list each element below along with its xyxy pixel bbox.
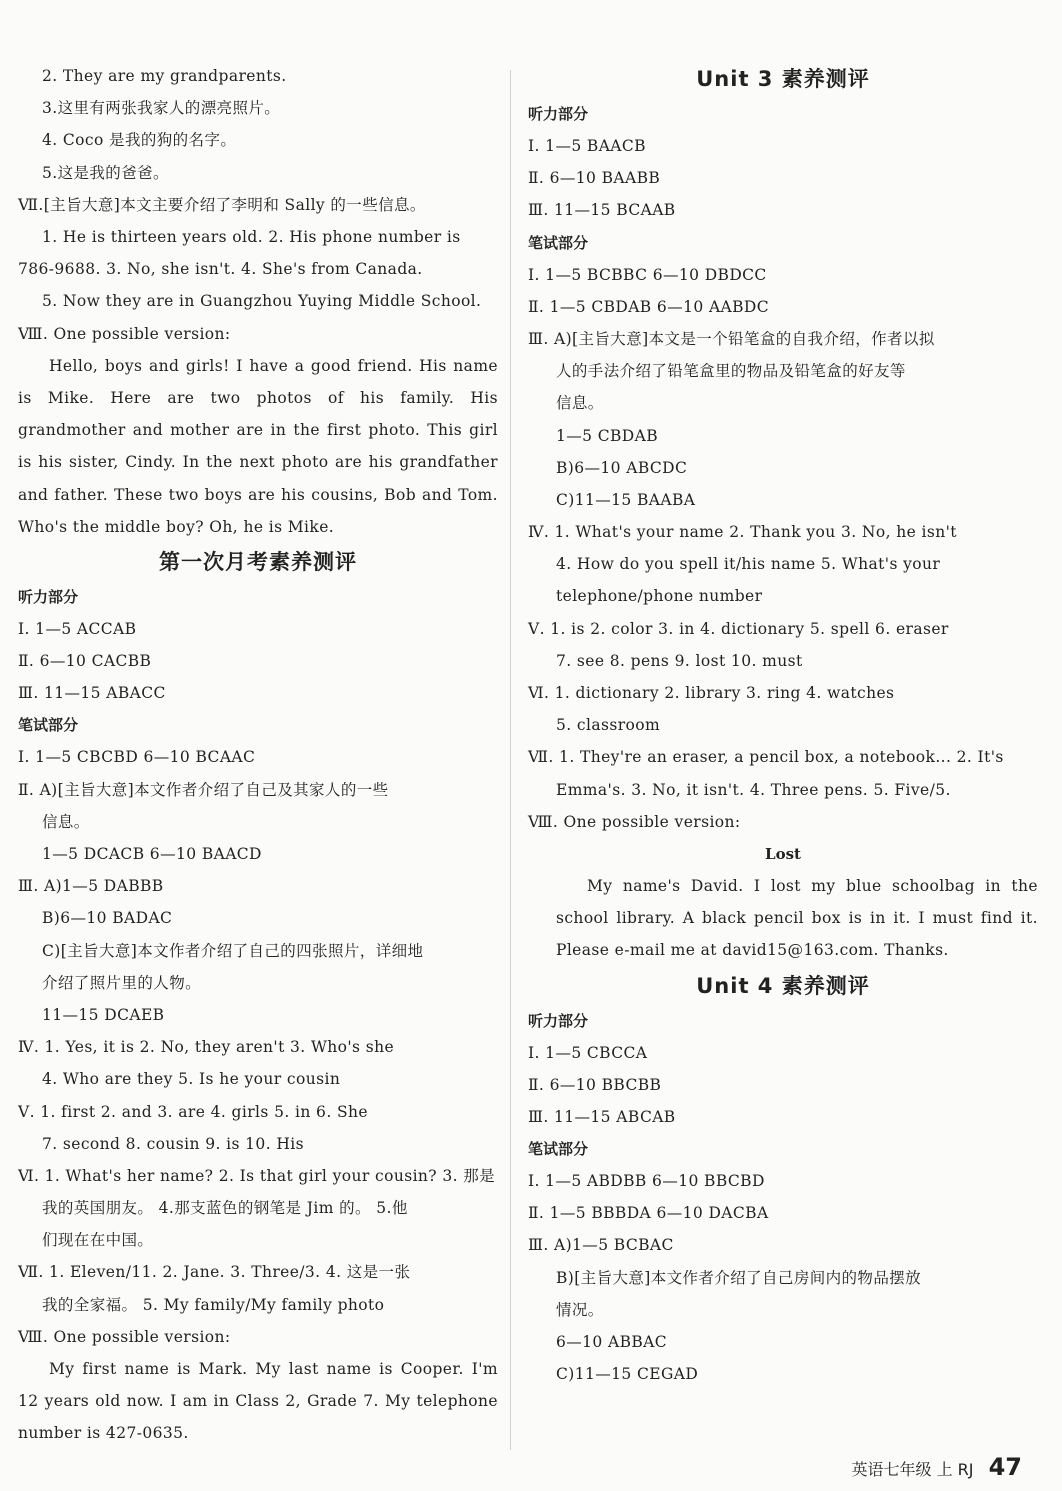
answer-line: B)6—10 ABCDC bbox=[556, 458, 688, 477]
subsection-heading: 听力部分 bbox=[18, 587, 79, 606]
answer-line: Ⅲ. 11—15 BCAAB bbox=[528, 201, 676, 220]
answer-paragraph: My first name is Mark. My last name is Cooper. I'm 12 years old now. I am in Class 2, Grade 7. My telephone number is 427-0635. bbox=[18, 1360, 498, 1443]
answer-line: Ⅲ. 11—15 ABACC bbox=[18, 684, 166, 703]
right-column bbox=[528, 60, 1038, 1390]
answer-line: C)[主旨大意]本文作者介绍了自己的四张照片，详细地 bbox=[42, 941, 424, 960]
answer-line: 4. Who are they 5. Is he your cousin bbox=[42, 1070, 341, 1089]
answer-line: C)11—15 BAABA bbox=[556, 490, 696, 509]
answer-line: Ⅳ. 1. Yes, it is 2. No, they aren't 3. Who's she bbox=[18, 1038, 395, 1057]
answer-line: Ⅵ. 1. dictionary 2. library 3. ring 4. watches bbox=[528, 684, 895, 702]
answer-line: Ⅳ. 1. What's your name 2. Thank you 3. No, he isn't bbox=[528, 523, 957, 542]
section-title: Unit 3 素养测评 bbox=[696, 67, 870, 91]
answer-line: Ⅰ. 1—5 BAACB bbox=[528, 137, 646, 155]
answer-line: Ⅴ. 1. first 2. and 3. are 4. girls 5. in 6. She bbox=[18, 1102, 368, 1121]
answer-line: Ⅱ. A)[主旨大意]本文作者介绍了自己及其家人的一些 bbox=[18, 780, 389, 799]
answer-paragraph: My name's David. I lost my blue schoolbag in the school library. A black pencil box is in it. I must find it. Please e-mail me at david15@163.com. Thanks. bbox=[556, 876, 1038, 960]
answer-line: telephone/phone number bbox=[556, 587, 763, 606]
answer-line: Ⅶ. 1. Eleven/11. 2. Jane. 3. Three/3. 4. 这是一张 bbox=[18, 1263, 411, 1282]
answer-line: 6—10 ABBAC bbox=[556, 1333, 668, 1352]
footer-subject: 英语七年级 上 RJ bbox=[851, 1460, 974, 1479]
answer-line: 786-9688. 3. No, she isn't. 4. She's from Canada. bbox=[18, 260, 423, 279]
answer-line: B)6—10 BADAC bbox=[42, 909, 173, 928]
answer-line: C)11—15 CEGAD bbox=[556, 1365, 699, 1384]
answer-line: Ⅲ. A)1—5 DABBB bbox=[18, 877, 164, 896]
answer-line: Ⅱ. 1—5 BBBDA 6—10 DACBA bbox=[528, 1204, 769, 1223]
answer-line: Ⅱ. 6—10 CACBB bbox=[18, 652, 152, 671]
answer-line: Ⅲ. A)1—5 BCBAC bbox=[528, 1236, 674, 1255]
answer-line: Ⅲ. 11—15 ABCAB bbox=[528, 1107, 676, 1126]
answer-line: Ⅰ. 1—5 BCBBC 6—10 DBDCC bbox=[528, 265, 767, 284]
answer-line: B)[主旨大意]本文作者介绍了自己房间内的物品摆放 bbox=[556, 1268, 922, 1287]
answer-line: Ⅰ. 1—5 ACCAB bbox=[18, 619, 137, 638]
letter-title: Lost bbox=[765, 844, 801, 863]
answer-line: 7. second 8. cousin 9. is 10. His bbox=[42, 1134, 304, 1153]
subsection-heading: 听力部分 bbox=[528, 1011, 589, 1030]
answer-line: 我的英国朋友。 4.那支蓝色的钢笔是 Jim 的。 5.他 bbox=[42, 1199, 408, 1218]
page-footer bbox=[851, 1453, 1022, 1481]
answer-line: Ⅴ. 1. is 2. color 3. in 4. dictionary 5. spell 6. eraser bbox=[528, 619, 949, 638]
subsection-heading: 听力部分 bbox=[528, 105, 589, 123]
answer-line: Ⅷ. One possible version: bbox=[18, 324, 231, 343]
answer-line: 情况。 bbox=[556, 1300, 604, 1319]
answer-line: 5. classroom bbox=[556, 716, 661, 735]
section-title: Unit 4 素养测评 bbox=[696, 973, 870, 998]
column-divider bbox=[510, 70, 511, 1450]
answer-line: 11—15 DCAEB bbox=[42, 1005, 165, 1024]
left-column bbox=[18, 60, 498, 1450]
answer-line: 介绍了照片里的人物。 bbox=[42, 973, 202, 992]
answer-line: Ⅶ. 1. They're an eraser, a pencil box, a notebook... 2. It's bbox=[528, 748, 1004, 767]
section-title: 第一次月考素养测评 bbox=[159, 549, 357, 574]
answer-line: 人的手法介绍了铅笔盒里的物品及铅笔盒的好友等 bbox=[556, 362, 906, 381]
page-number: 47 bbox=[988, 1453, 1022, 1481]
answer-line: 1. He is thirteen years old. 2. His phone number is bbox=[42, 227, 461, 246]
answer-line: Ⅰ. 1—5 CBCCA bbox=[528, 1043, 648, 1062]
subsection-heading: 笔试部分 bbox=[18, 716, 79, 735]
answer-line: Ⅷ. One possible version: bbox=[18, 1327, 231, 1346]
answer-line: 信息。 bbox=[42, 812, 90, 831]
answer-line: 4. How do you spell it/his name 5. What's your bbox=[556, 555, 941, 574]
answer-line: 5.这是我的爸爸。 bbox=[42, 163, 169, 182]
answer-line: Ⅵ. 1. What's her name? 2. Is that girl your cousin? 3. 那是 bbox=[18, 1166, 496, 1185]
answer-line: 1—5 CBDAB bbox=[556, 426, 659, 445]
answer-line: Ⅱ. 1—5 CBDAB 6—10 AABDC bbox=[528, 297, 770, 316]
answer-line: 信息。 bbox=[556, 394, 604, 413]
answer-line: Ⅰ. 1—5 ABDBB 6—10 BBCBD bbox=[528, 1172, 765, 1191]
answer-line: Ⅲ. A)[主旨大意]本文是一个铅笔盒的自我介绍，作者以拟 bbox=[528, 329, 935, 348]
answer-line: Ⅱ. 6—10 BAABB bbox=[528, 169, 661, 188]
answer-line: 们现在在中国。 bbox=[42, 1231, 154, 1250]
answer-line: Ⅶ.[主旨大意]本文主要介绍了李明和 Sally 的一些信息。 bbox=[18, 195, 426, 214]
answer-line: 1—5 DCACB 6—10 BAACD bbox=[42, 845, 262, 864]
answer-line: Ⅷ. One possible version: bbox=[528, 812, 741, 831]
answer-line: 我的全家福。 5. My family/My family photo bbox=[42, 1295, 385, 1314]
answer-line: 2. They are my grandparents. bbox=[42, 67, 287, 85]
answer-line: 7. see 8. pens 9. lost 10. must bbox=[556, 651, 803, 670]
answer-line: 5. Now they are in Guangzhou Yuying Middle School. bbox=[42, 292, 482, 311]
answer-paragraph: Hello, boys and girls! I have a good friend. His name is Mike. Here are two photos of his family. His grandmother and mother are in the first photo. This girl is his sister, Cindy. In the next photo are his grandfather and father. These two boys are his cousins, Bob and Tom. Who's the middle boy? Oh, he is Mike. bbox=[18, 356, 498, 536]
answer-line: 4. Coco 是我的狗的名字。 bbox=[42, 131, 237, 150]
subsection-heading: 笔试部分 bbox=[528, 1140, 589, 1159]
answer-line: Ⅰ. 1—5 CBCBD 6—10 BCAAC bbox=[18, 748, 256, 767]
answer-line: Ⅱ. 6—10 BBCBB bbox=[528, 1075, 662, 1094]
subsection-heading: 笔试部分 bbox=[528, 233, 589, 252]
answer-line: 3.这里有两张我家人的漂亮照片。 bbox=[42, 99, 281, 118]
answer-line: Emma's. 3. No, it isn't. 4. Three pens. 5. Five/5. bbox=[556, 780, 951, 799]
